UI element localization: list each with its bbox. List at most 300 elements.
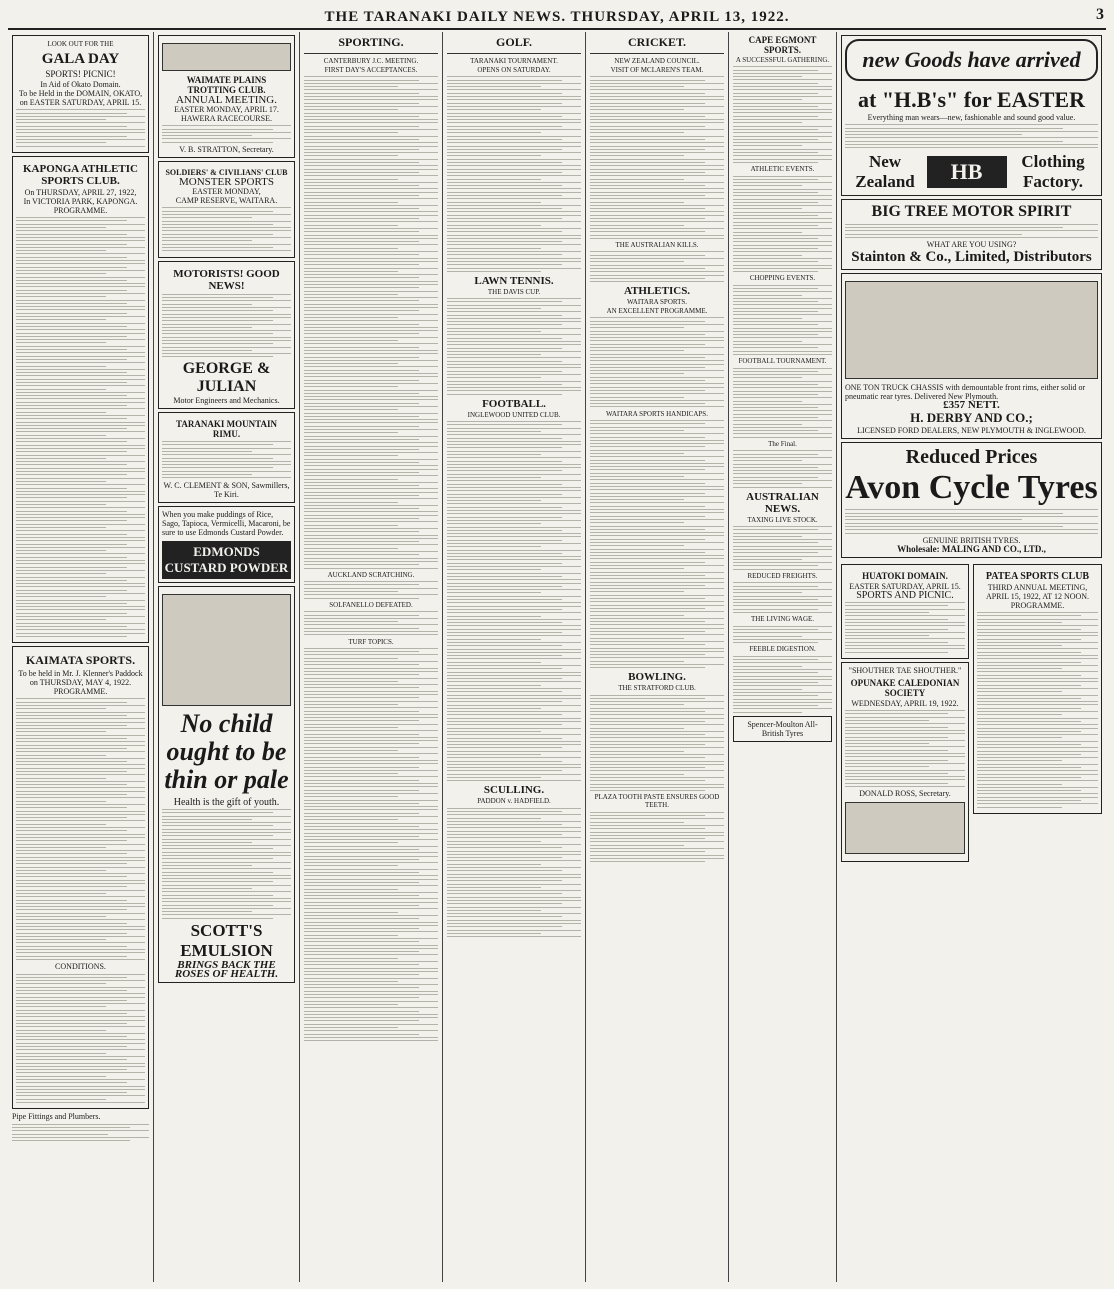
text-line bbox=[590, 851, 705, 852]
text-line bbox=[16, 764, 145, 765]
text-line bbox=[304, 337, 438, 338]
tennis-body bbox=[447, 298, 581, 395]
text-line bbox=[590, 522, 684, 523]
text-line bbox=[304, 714, 438, 715]
text-line bbox=[16, 146, 145, 147]
text-line bbox=[733, 401, 802, 402]
text-line bbox=[447, 520, 581, 521]
text-line bbox=[304, 651, 419, 652]
text-line bbox=[447, 851, 581, 852]
text-line bbox=[16, 1079, 145, 1080]
text-line bbox=[590, 179, 684, 180]
text-line bbox=[845, 756, 965, 757]
text-line bbox=[733, 477, 818, 478]
kaimata-conditions-body bbox=[16, 974, 145, 1104]
text-line bbox=[16, 830, 127, 831]
text-line bbox=[16, 290, 127, 291]
text-line bbox=[16, 1016, 145, 1017]
text-line bbox=[16, 418, 127, 419]
text-line bbox=[16, 712, 145, 713]
text-line bbox=[304, 383, 438, 384]
text-line bbox=[590, 397, 684, 398]
text-line bbox=[590, 466, 724, 467]
text-line bbox=[16, 257, 127, 258]
huatoki-heading: HUATOKI DOMAIN. bbox=[862, 570, 948, 581]
text-line bbox=[304, 508, 419, 509]
text-line bbox=[447, 867, 581, 868]
text-line bbox=[590, 861, 705, 862]
text-line bbox=[16, 468, 145, 469]
text-line bbox=[162, 812, 273, 813]
text-line bbox=[16, 253, 145, 254]
text-line bbox=[590, 582, 724, 583]
text-line bbox=[304, 704, 398, 705]
text-line bbox=[16, 227, 106, 228]
patea-ad bbox=[973, 564, 1102, 814]
text-line bbox=[977, 754, 1081, 755]
text-line bbox=[447, 811, 562, 812]
text-line bbox=[590, 238, 724, 239]
text-line bbox=[16, 1072, 145, 1073]
text-line bbox=[590, 430, 684, 431]
text-line bbox=[733, 612, 832, 613]
text-line bbox=[845, 642, 948, 643]
soldiers-date: EASTER MONDAY, bbox=[192, 187, 261, 197]
spencer-tyre-illustration bbox=[845, 802, 965, 854]
text-line bbox=[590, 182, 724, 183]
text-line bbox=[447, 367, 581, 368]
text-line bbox=[590, 106, 724, 107]
text-line bbox=[304, 254, 419, 255]
text-line bbox=[16, 1076, 106, 1077]
text-line bbox=[16, 445, 145, 446]
text-line bbox=[733, 79, 832, 80]
text-line bbox=[447, 854, 581, 855]
text-line bbox=[733, 533, 832, 534]
text-line bbox=[16, 977, 127, 978]
text-line bbox=[447, 503, 581, 504]
text-line bbox=[304, 347, 419, 348]
patea-programme: PROGRAMME. bbox=[1010, 600, 1065, 610]
text-line bbox=[16, 814, 145, 815]
timber-body bbox=[162, 441, 291, 478]
text-line bbox=[162, 240, 252, 241]
hbs-body bbox=[845, 124, 1098, 148]
column-2 bbox=[154, 32, 300, 1282]
text-line bbox=[16, 903, 145, 904]
truck-price: £357 NETT. bbox=[943, 399, 1000, 412]
text-line bbox=[447, 305, 581, 306]
text-line bbox=[447, 860, 581, 861]
text-line bbox=[733, 215, 818, 216]
text-line bbox=[733, 699, 832, 700]
text-line bbox=[590, 440, 724, 441]
text-line bbox=[733, 218, 832, 219]
text-line bbox=[304, 449, 419, 450]
text-line bbox=[16, 873, 145, 874]
text-line bbox=[733, 414, 832, 415]
text-line bbox=[447, 344, 581, 345]
text-line bbox=[304, 327, 438, 328]
cricket-heading: CRICKET. bbox=[627, 35, 687, 49]
text-line bbox=[162, 227, 291, 228]
patea-heading: PATEA SPORTS CLUB bbox=[985, 570, 1090, 582]
text-line bbox=[733, 155, 832, 156]
plaza-body bbox=[590, 812, 724, 862]
text-line bbox=[447, 211, 581, 212]
text-line bbox=[733, 235, 832, 236]
text-line bbox=[447, 146, 581, 147]
text-line bbox=[16, 392, 145, 393]
text-line bbox=[845, 740, 965, 741]
text-line bbox=[162, 244, 291, 245]
text-line bbox=[590, 855, 724, 856]
text-line bbox=[304, 628, 419, 629]
text-line bbox=[304, 149, 419, 150]
text-line bbox=[304, 469, 438, 470]
text-line bbox=[447, 351, 581, 352]
text-line bbox=[16, 267, 127, 268]
text-line bbox=[733, 205, 832, 206]
text-line bbox=[304, 380, 419, 381]
text-line bbox=[447, 837, 581, 838]
text-line bbox=[12, 1137, 149, 1138]
text-line bbox=[590, 324, 724, 325]
text-line bbox=[447, 454, 541, 455]
text-line bbox=[304, 734, 419, 735]
text-line bbox=[304, 631, 438, 632]
soldiers-heading: SOLDIERS' & CIVILIANS' CLUB bbox=[165, 168, 288, 178]
text-line bbox=[304, 238, 438, 239]
text-line bbox=[304, 528, 438, 529]
text-line bbox=[304, 218, 419, 219]
text-line bbox=[845, 652, 948, 653]
text-line bbox=[845, 605, 948, 606]
text-line bbox=[447, 487, 581, 488]
text-line bbox=[16, 132, 145, 133]
text-line bbox=[845, 760, 948, 761]
text-line bbox=[304, 403, 419, 404]
text-line bbox=[590, 509, 724, 510]
waimate-date: EASTER MONDAY, APRIL 17. bbox=[174, 105, 279, 114]
text-line bbox=[733, 381, 832, 382]
text-line bbox=[304, 611, 438, 612]
text-line bbox=[16, 933, 127, 934]
text-line bbox=[304, 908, 438, 909]
text-line bbox=[447, 920, 581, 921]
text-line bbox=[304, 654, 438, 655]
text-line bbox=[304, 446, 438, 447]
text-line bbox=[304, 1037, 438, 1038]
hbs-easter-ad bbox=[841, 35, 1102, 196]
text-line bbox=[16, 520, 127, 521]
text-line bbox=[162, 901, 291, 902]
text-line bbox=[304, 922, 438, 923]
text-line bbox=[733, 318, 802, 319]
text-line bbox=[304, 416, 419, 417]
chopping-body bbox=[733, 285, 832, 355]
text-line bbox=[304, 116, 419, 117]
text-line bbox=[977, 698, 1081, 699]
text-line bbox=[977, 797, 1098, 798]
golf-heading: GOLF. bbox=[496, 35, 532, 49]
text-line bbox=[590, 648, 724, 649]
text-line bbox=[845, 230, 1098, 231]
gala-heading-1: LOOK OUT FOR THE bbox=[47, 40, 114, 48]
text-line bbox=[590, 784, 724, 785]
text-line bbox=[977, 701, 1098, 702]
reduced-prices-heading: Reduced Prices bbox=[905, 446, 1038, 469]
text-line bbox=[16, 787, 145, 788]
text-line bbox=[304, 912, 398, 913]
text-line bbox=[304, 671, 438, 672]
text-line bbox=[16, 1010, 145, 1011]
text-line bbox=[447, 681, 581, 682]
sculling-body bbox=[447, 808, 581, 938]
kaponga-body bbox=[16, 217, 145, 637]
text-line bbox=[16, 497, 127, 498]
text-line bbox=[845, 519, 1022, 520]
text-line bbox=[304, 106, 438, 107]
text-line bbox=[304, 142, 438, 143]
text-line bbox=[447, 188, 581, 189]
text-line bbox=[16, 303, 127, 304]
text-line bbox=[590, 337, 724, 338]
text-line bbox=[733, 245, 832, 246]
text-line bbox=[447, 543, 581, 544]
text-line bbox=[304, 747, 438, 748]
text-line bbox=[590, 664, 724, 665]
text-line bbox=[977, 787, 1098, 788]
text-line bbox=[733, 457, 832, 458]
text-line bbox=[447, 897, 581, 898]
text-line bbox=[733, 582, 832, 583]
text-line bbox=[304, 231, 419, 232]
text-line bbox=[304, 258, 438, 259]
text-line bbox=[447, 421, 581, 422]
text-line bbox=[16, 300, 145, 301]
text-line bbox=[590, 598, 705, 599]
text-line bbox=[447, 268, 581, 269]
text-line bbox=[16, 286, 145, 287]
text-line bbox=[733, 232, 802, 233]
text-line bbox=[590, 146, 724, 147]
text-line bbox=[447, 596, 581, 597]
text-line bbox=[304, 1011, 419, 1012]
text-line bbox=[162, 852, 291, 853]
text-line bbox=[16, 593, 145, 594]
text-line bbox=[304, 697, 419, 698]
text-line bbox=[590, 275, 724, 276]
text-line bbox=[304, 1034, 419, 1035]
text-line bbox=[977, 685, 1081, 686]
column-5 bbox=[586, 32, 729, 1282]
text-line bbox=[304, 192, 438, 193]
text-line bbox=[733, 112, 832, 113]
text-line bbox=[733, 629, 818, 630]
text-line bbox=[590, 628, 724, 629]
text-line bbox=[590, 367, 705, 368]
text-line bbox=[304, 829, 438, 830]
text-line bbox=[304, 129, 438, 130]
text-line bbox=[304, 872, 419, 873]
text-line bbox=[447, 926, 562, 927]
text-line bbox=[304, 668, 438, 669]
plaza-heading: PLAZA TOOTH PASTE ENSURES GOOD TEETH. bbox=[594, 793, 720, 810]
text-line bbox=[447, 228, 581, 229]
text-line bbox=[733, 285, 832, 286]
text-line bbox=[304, 994, 438, 995]
text-line bbox=[590, 460, 705, 461]
text-line bbox=[733, 368, 832, 369]
gala-heading-2: GALA DAY bbox=[41, 51, 120, 67]
text-line bbox=[304, 139, 419, 140]
text-line bbox=[304, 538, 438, 539]
text-line bbox=[16, 240, 145, 241]
text-line bbox=[447, 738, 562, 739]
text-line bbox=[304, 1001, 438, 1002]
text-line bbox=[590, 443, 724, 444]
text-line bbox=[16, 220, 127, 221]
text-line bbox=[733, 202, 818, 203]
text-line bbox=[733, 258, 832, 259]
text-line bbox=[304, 1004, 398, 1005]
text-line bbox=[845, 717, 965, 718]
gathering-heading: A SUCCESSFUL GATHERING. bbox=[735, 56, 830, 64]
text-line bbox=[304, 558, 438, 559]
kaponga-sports-ad bbox=[12, 156, 149, 643]
text-line bbox=[447, 665, 581, 666]
text-line bbox=[304, 1040, 438, 1041]
text-line bbox=[304, 813, 419, 814]
text-line bbox=[16, 1020, 145, 1021]
text-line bbox=[590, 708, 724, 709]
text-line bbox=[16, 537, 145, 538]
text-line bbox=[590, 585, 705, 586]
text-line bbox=[304, 898, 438, 899]
text-line bbox=[304, 760, 438, 761]
huatoki-date: EASTER SATURDAY, APRIL 15. bbox=[849, 581, 961, 591]
text-line bbox=[304, 737, 438, 738]
text-line bbox=[16, 372, 127, 373]
text-line bbox=[590, 711, 705, 712]
text-line bbox=[590, 624, 724, 625]
text-line bbox=[304, 720, 419, 721]
text-line bbox=[304, 413, 438, 414]
soldiers-body bbox=[162, 207, 291, 251]
text-line bbox=[447, 361, 562, 362]
text-line bbox=[590, 142, 724, 143]
text-line bbox=[447, 576, 562, 577]
text-line bbox=[733, 605, 832, 606]
text-line bbox=[733, 195, 832, 196]
text-line bbox=[447, 629, 581, 630]
text-line bbox=[16, 1000, 127, 1001]
text-line bbox=[16, 260, 145, 261]
text-line bbox=[590, 761, 724, 762]
text-line bbox=[16, 801, 106, 802]
text-line bbox=[590, 493, 705, 494]
text-line bbox=[16, 283, 145, 284]
text-line bbox=[162, 862, 291, 863]
text-line bbox=[590, 406, 724, 407]
text-line bbox=[590, 489, 724, 490]
text-line bbox=[162, 129, 273, 130]
text-line bbox=[845, 746, 965, 747]
athletic-events-heading: ATHLETIC EVENTS. bbox=[750, 165, 815, 174]
text-line bbox=[304, 856, 438, 857]
text-line bbox=[733, 460, 802, 461]
text-line bbox=[16, 514, 145, 515]
text-line bbox=[16, 329, 145, 330]
auckland-scratching-heading: AUCKLAND SCRATCHING. bbox=[327, 570, 415, 579]
text-line bbox=[304, 681, 398, 682]
text-line bbox=[845, 632, 965, 633]
text-line bbox=[16, 573, 106, 574]
text-line bbox=[304, 584, 419, 585]
text-line bbox=[447, 721, 581, 722]
waitara-sports-heading: WAITARA SPORTS. bbox=[626, 298, 688, 307]
text-line bbox=[590, 731, 724, 732]
text-line bbox=[977, 731, 1081, 732]
text-line bbox=[977, 658, 1098, 659]
text-line bbox=[304, 786, 438, 787]
text-line bbox=[16, 296, 106, 297]
text-line bbox=[304, 941, 419, 942]
text-line bbox=[162, 454, 291, 455]
text-line bbox=[162, 858, 273, 859]
text-line bbox=[304, 621, 398, 622]
text-line bbox=[304, 198, 438, 199]
text-line bbox=[16, 926, 145, 927]
text-line bbox=[162, 878, 291, 879]
text-line bbox=[16, 339, 145, 340]
text-line bbox=[590, 208, 705, 209]
text-line bbox=[733, 159, 832, 160]
text-line bbox=[447, 477, 541, 478]
text-line bbox=[304, 208, 419, 209]
text-line bbox=[16, 804, 145, 805]
text-line bbox=[304, 971, 438, 972]
column-6 bbox=[729, 32, 837, 1282]
text-line bbox=[590, 747, 724, 748]
column-7 bbox=[837, 32, 1106, 1282]
text-line bbox=[162, 477, 291, 478]
text-line bbox=[845, 727, 948, 728]
text-line bbox=[304, 215, 438, 216]
text-line bbox=[16, 1069, 127, 1070]
text-line bbox=[304, 390, 438, 391]
text-line bbox=[447, 698, 581, 699]
text-line bbox=[447, 152, 581, 153]
text-line bbox=[304, 535, 438, 536]
text-line bbox=[590, 519, 724, 520]
text-line bbox=[590, 427, 724, 428]
text-line bbox=[733, 656, 832, 657]
text-line bbox=[447, 711, 581, 712]
final-heading: The Final. bbox=[768, 440, 797, 449]
text-line bbox=[304, 790, 419, 791]
text-line bbox=[16, 916, 106, 917]
text-line bbox=[733, 676, 832, 677]
text-line bbox=[304, 80, 419, 81]
text-line bbox=[977, 711, 1098, 712]
text-line bbox=[977, 665, 1098, 666]
right-small-ads bbox=[973, 561, 1102, 865]
text-line bbox=[590, 757, 705, 758]
text-line bbox=[16, 923, 127, 924]
text-line bbox=[162, 132, 291, 133]
